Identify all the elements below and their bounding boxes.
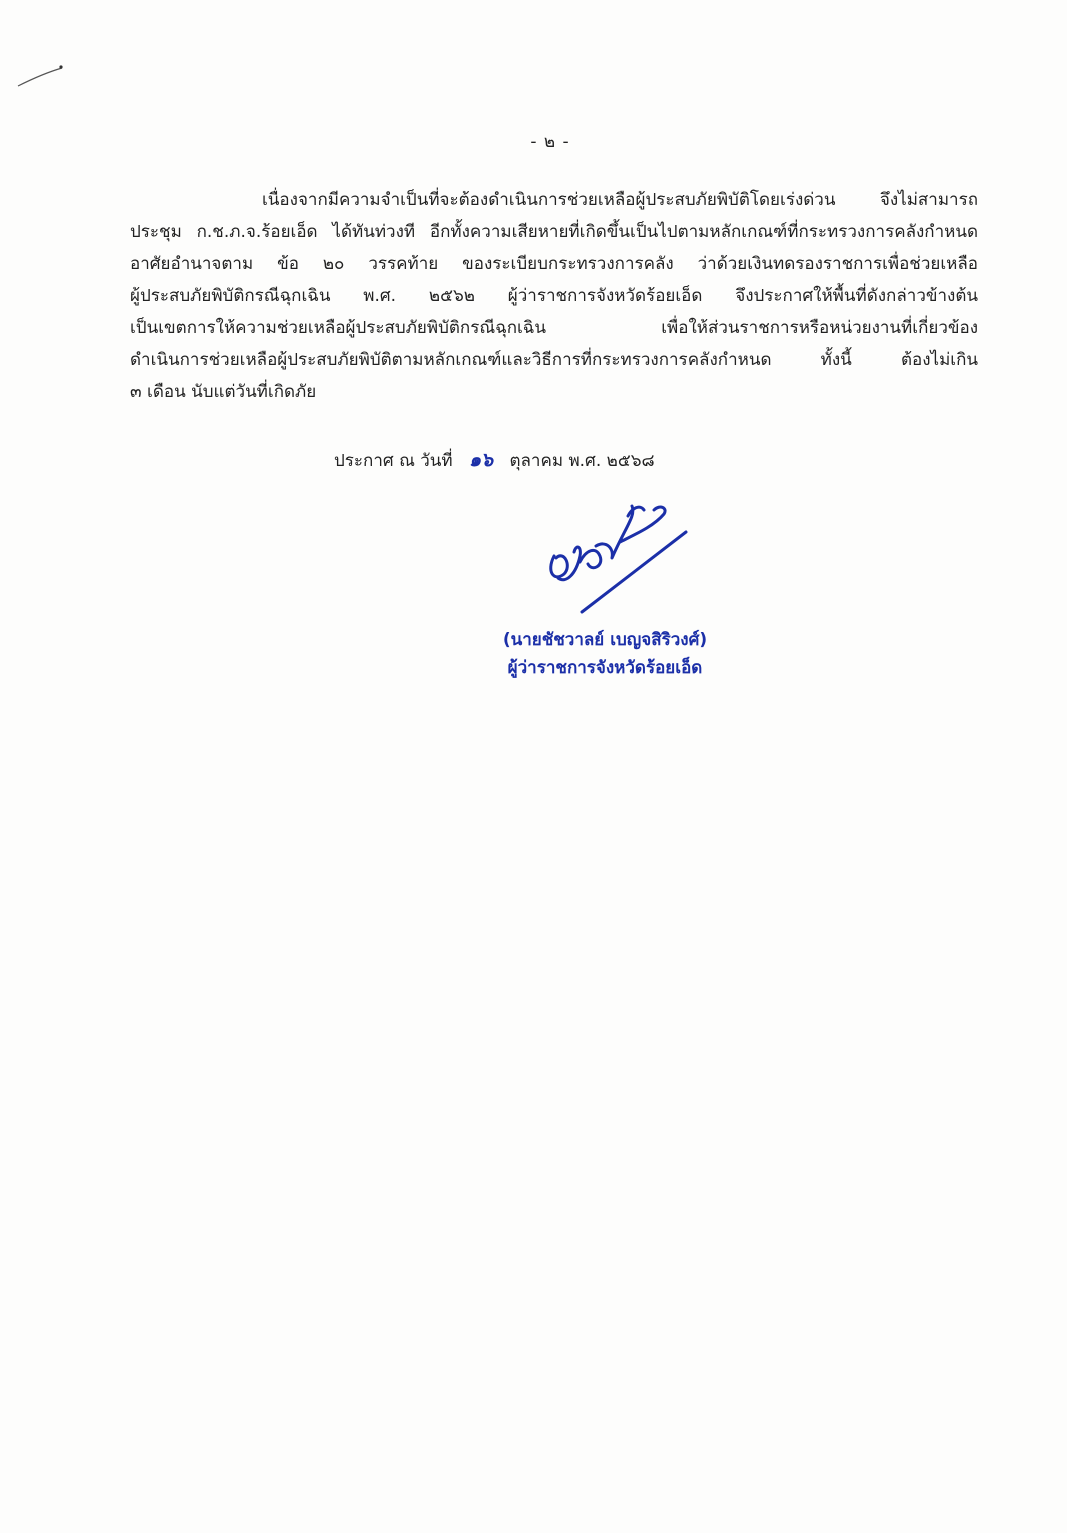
- signer-position: ผู้ว่าราชการจังหวัดร้อยเอ็ด: [507, 658, 703, 678]
- body-line: อาศัยอำนาจตาม ข้อ ๒๐ วรรคท้าย ของระเบียบกระทรวงการคลัง ว่าด้วยเงินทดรองราชการเพื่อช่วยเหลือ: [130, 254, 978, 274]
- body-line: เนื่องจากมีความจำเป็นที่จะต้องดำเนินการช่วยเหลือผู้ประสบภัยพิบัติโดยเร่งด่วน จึงไม่สามารถ: [262, 190, 978, 210]
- handwritten-day: ๑๖: [468, 449, 494, 471]
- announcement-date-prefix: ประกาศ ณ วันที่: [334, 451, 453, 471]
- signer-block: [420, 626, 790, 682]
- announcement-month-year: ตุลาคม พ.ศ. ๒๕๖๘: [509, 451, 655, 471]
- body-line: ประชุม ก.ช.ภ.จ.ร้อยเอ็ด ได้ทันท่วงที อีกทั้งความเสียหายที่เกิดขึ้นเป็นไปตามหลักเกณฑ์ที่กระทรวงการคลังกำหนด: [130, 222, 978, 242]
- page-number: - ๒ -: [530, 132, 570, 152]
- body-line: ๓ เดือน นับแต่วันที่เกิดภัย: [130, 382, 317, 402]
- announcement-body: [130, 184, 978, 408]
- body-line: เป็นเขตการให้ความช่วยเหลือผู้ประสบภัยพิบัติกรณีฉุกเฉิน เพื่อให้ส่วนราชการหรือหน่วยงานที่เกี่ยวข้อง: [130, 318, 978, 338]
- body-line: ดำเนินการช่วยเหลือผู้ประสบภัยพิบัติตามหลักเกณฑ์และวิธีการที่กระทรวงการคลังกำหนด ทั้งนี้ ต้องไม่เกิน: [130, 350, 978, 370]
- signer-name: (นายชัชวาลย์ เบญจสิริวงศ์): [502, 630, 708, 650]
- scan-artifact-mark: [14, 60, 74, 90]
- handwritten-signature: [536, 486, 696, 626]
- announcement-date: [334, 445, 655, 475]
- body-line: ผู้ประสบภัยพิบัติกรณีฉุกเฉิน พ.ศ. ๒๕๖๒ ผู้ว่าราชการจังหวัดร้อยเอ็ด จึงประกาศให้พื้นที่ดังกล่าวข้างต้น: [130, 286, 978, 306]
